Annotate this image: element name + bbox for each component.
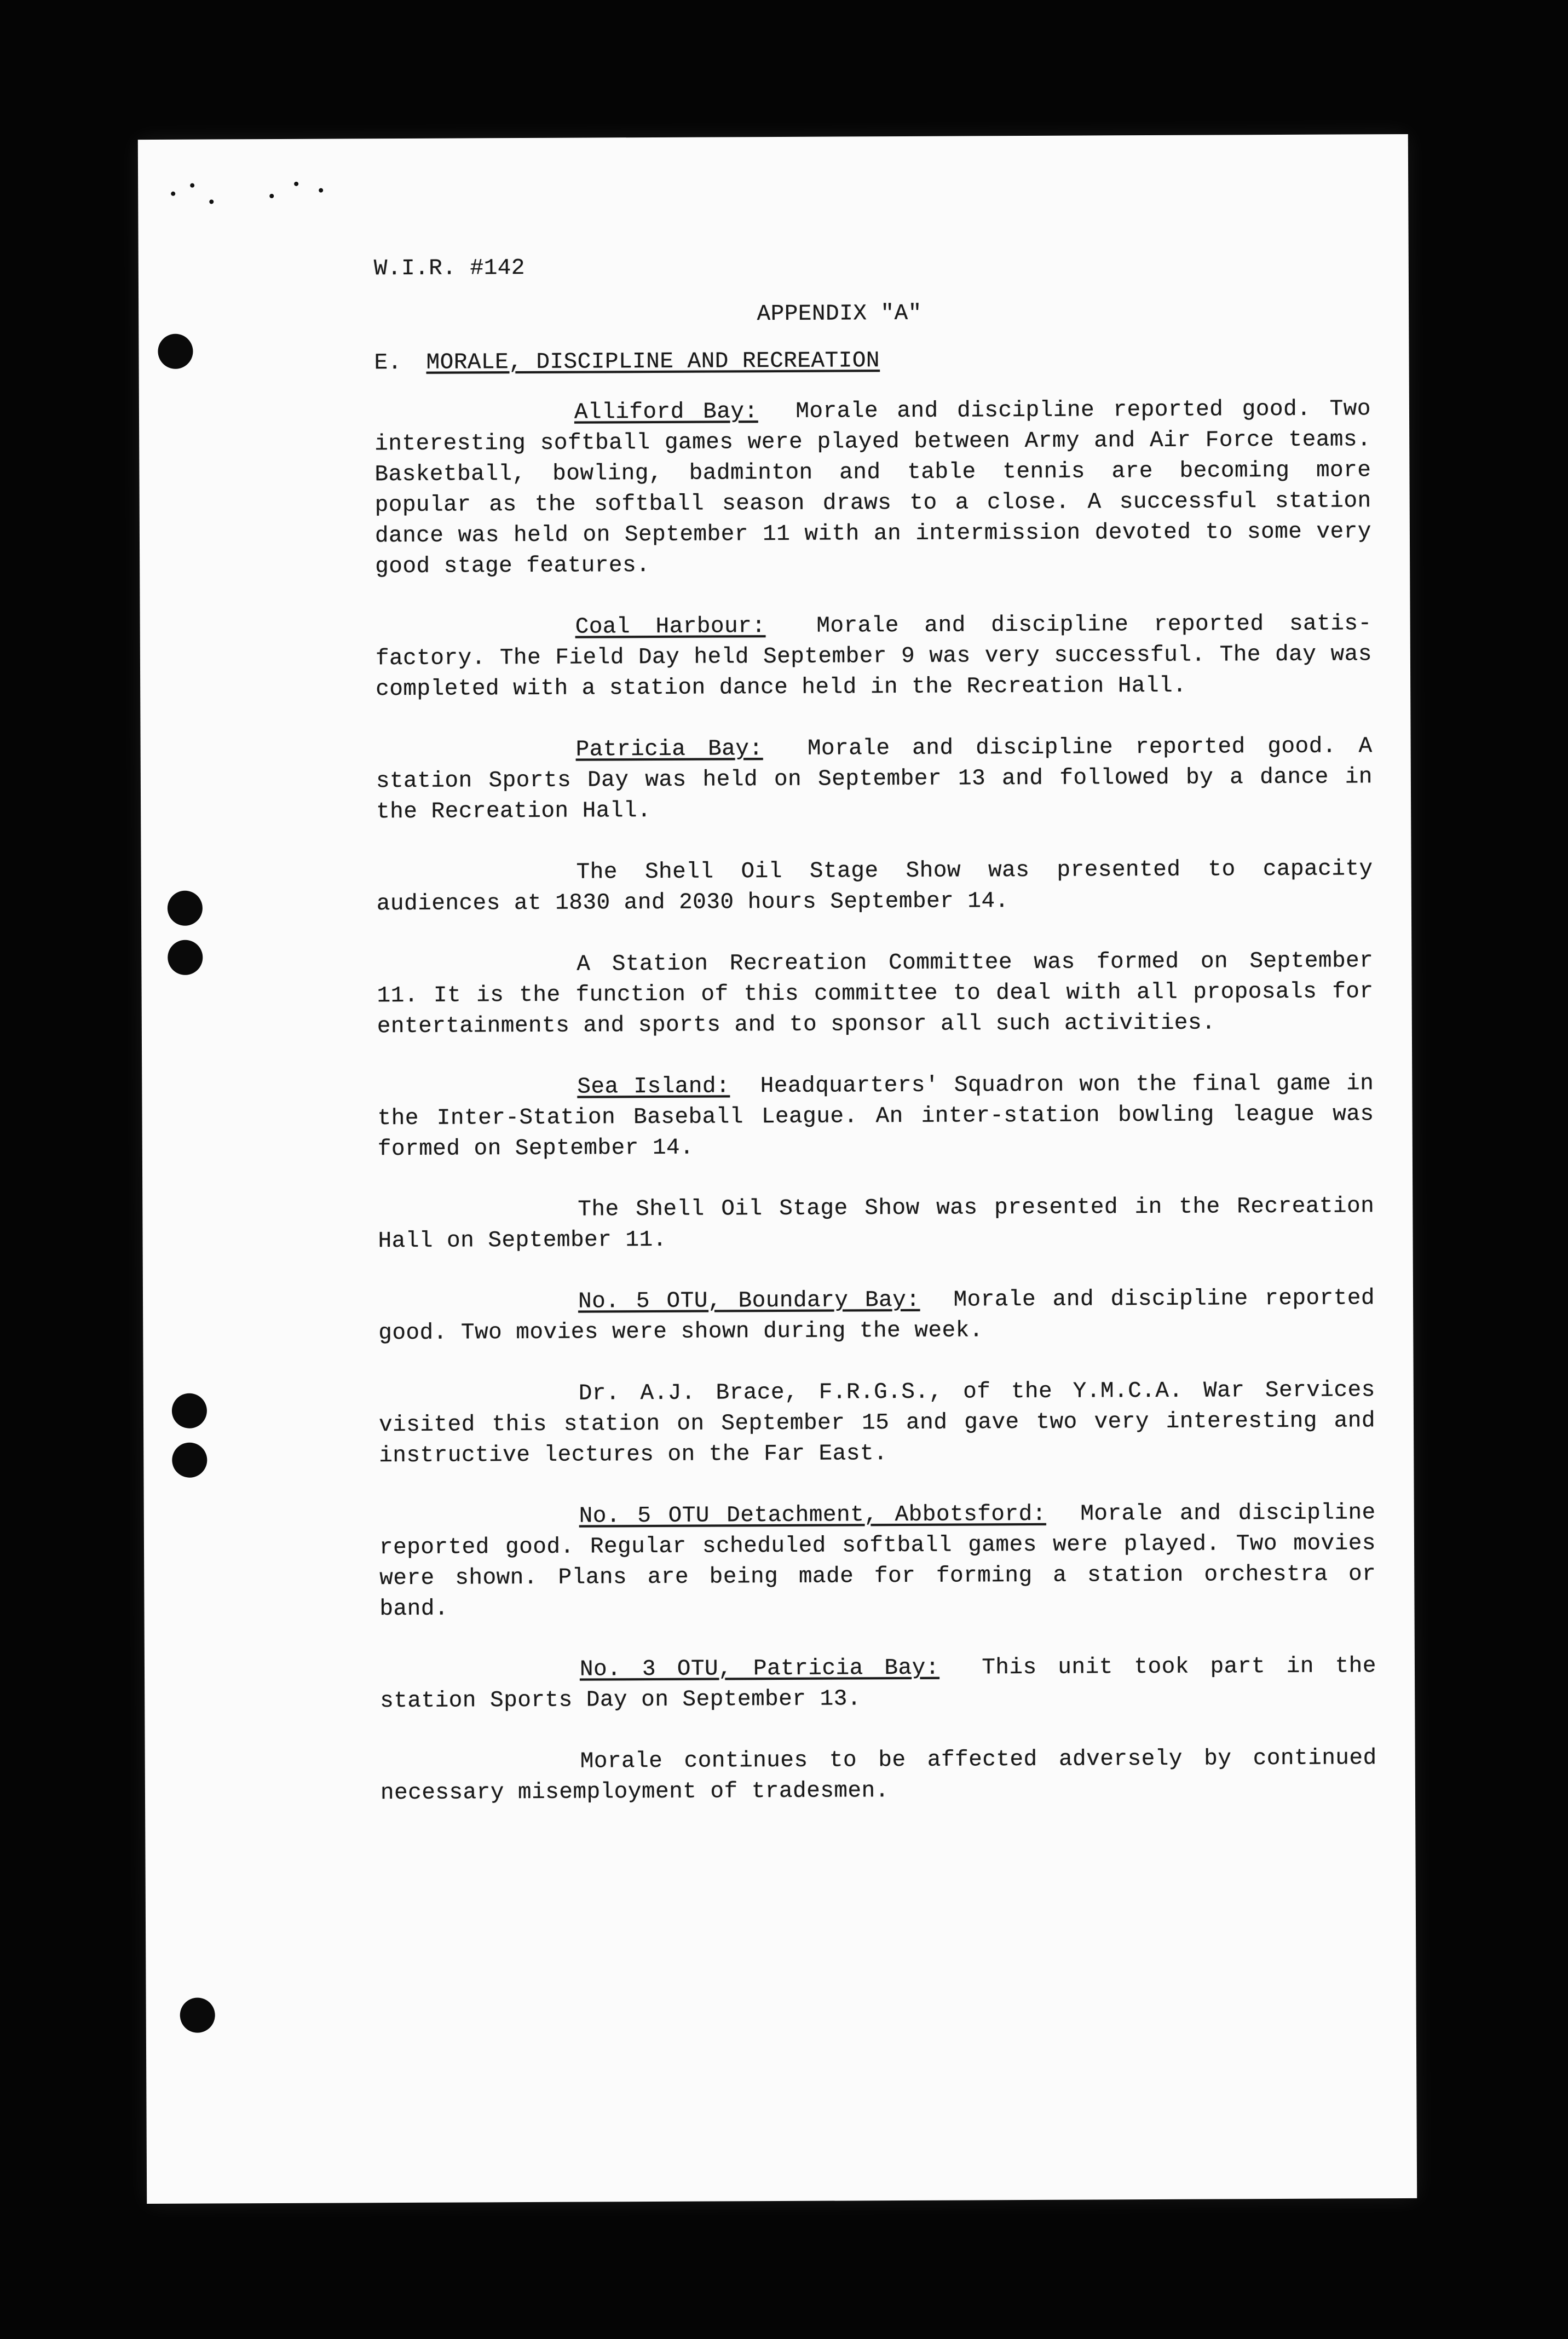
paragraph-boundary-bay [378, 1283, 1375, 1349]
paragraph-text: Morale and discipline reported good. Two movies were shown during the week. [378, 1286, 1375, 1346]
paragraph-text: The Shell Oil Stage Show was presented to capacity audiences at 1830 and 2030 hours September 14. [376, 856, 1373, 917]
punch-hole [180, 1997, 215, 2032]
section-title: MORALE, DISCIPLINE AND RECREATION [426, 348, 880, 376]
paragraph-text: Morale and discipline reported good. Two interesting softball games were played between Army and Air Force teams. Basketball, bowling, badminton and table tennis are becoming more popular as the softball season draws to a close. A successful station dance was held on September 11 with an intermission devoted to some very good stage features. [374, 396, 1372, 580]
paragraph-text: Morale and discipline reported good. Regular scheduled softball games were played. Two movies were shown. Plans are being made for forming a station orchestra or band. [379, 1500, 1376, 1622]
punch-hole [172, 1393, 207, 1428]
punch-hole [158, 334, 193, 369]
paragraph-no3-otu [380, 1651, 1376, 1716]
paragraph-lead: Alliford Bay: [574, 399, 758, 425]
paragraph-abbotsford [379, 1497, 1376, 1624]
paragraph-text: A Station Recreation Committee was formed on September 11. It is the function of this committee to deal with all proposals for entertainments and sports and to sponsor all such activities. [377, 948, 1374, 1040]
ink-speck [209, 199, 214, 204]
paragraph-lectures [379, 1375, 1376, 1471]
paragraph-lead: No. 5 OTU, Boundary Bay: [578, 1287, 920, 1315]
section-letter: E. [374, 350, 402, 376]
appendix-title: APPENDIX "A" [757, 301, 922, 327]
paragraph-text: Headquarters' Squadron won the final game in the Inter-Station Baseball League. An inter-station bowling league was formed on September 14. [377, 1071, 1374, 1162]
paragraph-text: The Shell Oil Stage Show was presented in the Recreation Hall on September 11. [378, 1194, 1375, 1254]
paragraph-shell-oil-show [377, 854, 1373, 919]
paragraph-shell-oil-show-sea-island [378, 1191, 1374, 1257]
paragraph-text: Morale and discipline reported good. A station Sports Day was held on September 13 and followed by a dance in the Recreation Hall. [376, 734, 1373, 825]
section-heading [374, 343, 1370, 378]
paragraph-patricia-bay [376, 731, 1373, 827]
paragraph-misemployment [381, 1743, 1377, 1808]
document-body [374, 249, 1377, 1808]
paragraph-lead: No. 3 OTU, Patricia Bay: [579, 1655, 939, 1683]
paragraph-coal-harbour [376, 608, 1373, 705]
punch-hole [168, 891, 203, 926]
paragraph-text: Dr. A.J. Brace, F.R.G.S., of the Y.M.C.A. War Services visited this station on September 15 and gave two very interesting and instructive lectures on the Far East. [378, 1378, 1376, 1469]
paragraph-sea-island [377, 1068, 1374, 1165]
ink-speck [190, 183, 194, 188]
paragraph-lead: Sea Island: [577, 1074, 730, 1100]
paragraph-lead: Patricia Bay: [575, 736, 763, 763]
paragraph-lead: No. 5 OTU Detachment, Abbotsford: [579, 1501, 1046, 1529]
document-page [138, 134, 1417, 2204]
paragraph-text: Morale and discipline reported satis- factory. The Field Day held September 9 was very successful. The day was completed with a station dance held in the Recreation Hall. [375, 611, 1373, 702]
punch-hole [168, 940, 203, 975]
paragraph-lead: Coal Harbour: [575, 614, 766, 640]
paragraph-alliford-bay [374, 394, 1371, 582]
ink-speck [171, 192, 175, 196]
report-reference: W.I.R. #142 [373, 255, 526, 282]
paragraph-text: Morale continues to be affected adversely by continued necessary misemployment of tradesmen. [380, 1745, 1377, 1806]
ink-speck [294, 182, 298, 186]
paragraph-recreation-committee [377, 946, 1374, 1042]
ink-speck [269, 194, 274, 198]
paragraph-text: This unit took part in the station Sports Day on September 13. [380, 1654, 1377, 1714]
ink-speck [319, 188, 323, 193]
punch-hole [172, 1443, 207, 1478]
